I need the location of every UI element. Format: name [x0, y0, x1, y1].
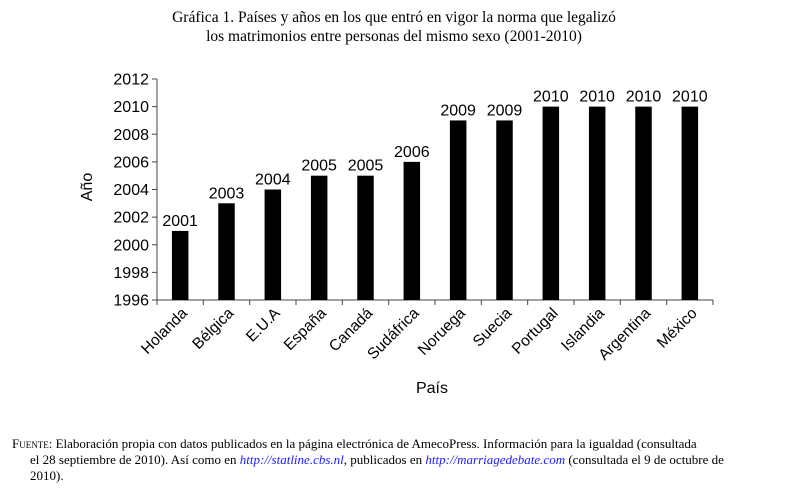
y-axis-label: Año [79, 172, 96, 202]
data-label: 2009 [440, 102, 476, 120]
y-tick-label: 2002 [113, 209, 149, 227]
source-line-3 [12, 468, 780, 484]
title-line-2: los matrimonios entre personas del mismo sexo (2001-2010) [206, 28, 582, 45]
data-label: 2005 [347, 157, 384, 175]
data-label: 2004 [255, 171, 291, 189]
title-line-1: Gráfica 1. Países y años en los que entró en vigor la norma que legalizó [172, 9, 616, 26]
data-label: 2001 [162, 212, 198, 230]
bar [635, 107, 652, 300]
bar [404, 162, 421, 300]
bar [357, 176, 374, 300]
marriagedebate-link[interactable]: http://marriagedebate.com [425, 452, 566, 467]
source-text-2: el 28 septiembre de 2010). Así como en [30, 452, 240, 467]
source-lead: Fuente: [12, 436, 53, 451]
y-tick-label: 2004 [113, 182, 149, 199]
y-tick-label: 2012 [113, 71, 149, 89]
source-line-2 [12, 452, 780, 468]
bar [543, 107, 560, 300]
x-tick-label: Noruega [414, 304, 469, 359]
y-tick-label: 1998 [113, 264, 149, 282]
data-label: 2010 [625, 88, 662, 106]
bar [311, 176, 328, 300]
data-label: 2010 [579, 88, 615, 106]
x-tick-label: Portugal [508, 304, 562, 358]
source-note [12, 436, 780, 484]
y-tick-label: 2000 [113, 237, 149, 255]
x-tick-label: Canadá [325, 304, 377, 356]
x-tick-label: E.U.A [243, 304, 284, 346]
y-tick-label: 2010 [113, 99, 149, 117]
bar [265, 190, 282, 301]
x-tick-label: Holanda [138, 304, 191, 358]
data-label: 2006 [394, 143, 430, 161]
bar [496, 120, 513, 300]
x-tick-label: Islandia [558, 304, 608, 355]
y-tick-label: 1996 [113, 292, 149, 310]
x-axis-label: País [415, 380, 449, 397]
statline-link[interactable]: http://statline.cbs.nl [239, 452, 344, 467]
data-label: 2005 [301, 157, 337, 175]
data-label: 2009 [486, 102, 523, 120]
bar [682, 107, 699, 300]
data-label: 2010 [533, 88, 569, 106]
source-text-3: , publicados en [343, 452, 426, 467]
data-label: 2003 [208, 185, 245, 203]
bar [450, 120, 467, 300]
x-tick-label: México [653, 304, 701, 352]
y-tick-label: 2008 [113, 126, 149, 144]
data-label: 2010 [672, 88, 708, 106]
x-tick-label: Sudáfrica [364, 304, 423, 364]
bar [218, 203, 235, 300]
bar [589, 107, 606, 300]
source-text-5: 2010). [30, 468, 64, 483]
bar [172, 231, 189, 300]
source-text-4: (consultada el 9 de octubre de [565, 452, 724, 467]
x-tick-label: Suecia [469, 304, 516, 351]
x-tick-label: Bélgica [189, 304, 238, 353]
x-tick-label: Argentina [595, 304, 655, 364]
source-text-1: Elaboración propia con datos publicados en la página electrónica de AmecoPress. Información para la igualdad (consultada [52, 436, 697, 451]
source-line-1 [12, 436, 780, 452]
x-tick-label: España [280, 304, 330, 355]
y-tick-label: 2006 [113, 154, 149, 172]
